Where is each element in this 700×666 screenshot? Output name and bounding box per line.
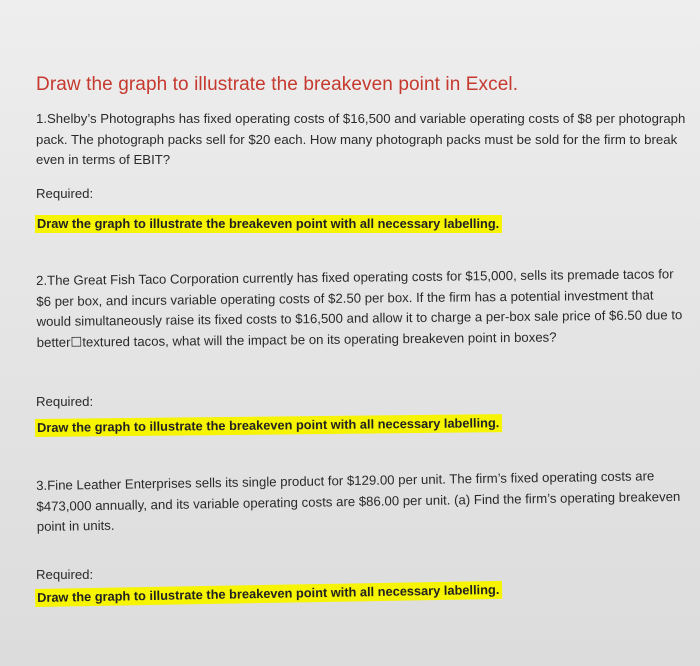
question-3-highlight: Draw the graph to illustrate the breakeven point with all necessary labelling. [35, 581, 502, 607]
question-3-required-label: Required: [36, 567, 94, 582]
question-1-highlight: Draw the graph to illustrate the breakeven point with all necessary labelling. [35, 215, 502, 233]
question-1-text: 1.Shelby’s Photographs has fixed operating costs of $16,500 and variable operating costs of $8 per photograph pack. The photograph packs sell for $20 each. How many photograph packs must be sold for the firm to break even in terms of EBIT? [36, 111, 686, 167]
question-2-highlight: Draw the graph to illustrate the breakeven point with all necessary labelling. [35, 414, 502, 437]
question-2-required-label: Required: [36, 394, 94, 409]
question-1-required-label: Required: [36, 186, 94, 201]
question-3-text: 3.Fine Leather Enterprises sells its single product for $129.00 per unit. The firm’s fixed operating costs are $473,000 annually, and its variable operating costs are $86.00 per unit. (a) Find the firm’s operating breakeven point in units. [36, 468, 681, 534]
question-2-text: 2.The Great Fish Taco Corporation currently has fixed operating costs for $15,000, sells its premade tacos for $6 per box, and incurs variable operating costs of $2.50 per box. If the firm has a potential investment that would simultaneously raise its fixed costs to $16,500 and allow it to charge a per-box sale price of $6.50 due to better☐textured tacos, what will the impact be on its operating breakeven point in boxes? [36, 266, 683, 350]
page-title: Draw the graph to illustrate the breakeven point in Excel. [36, 74, 519, 95]
